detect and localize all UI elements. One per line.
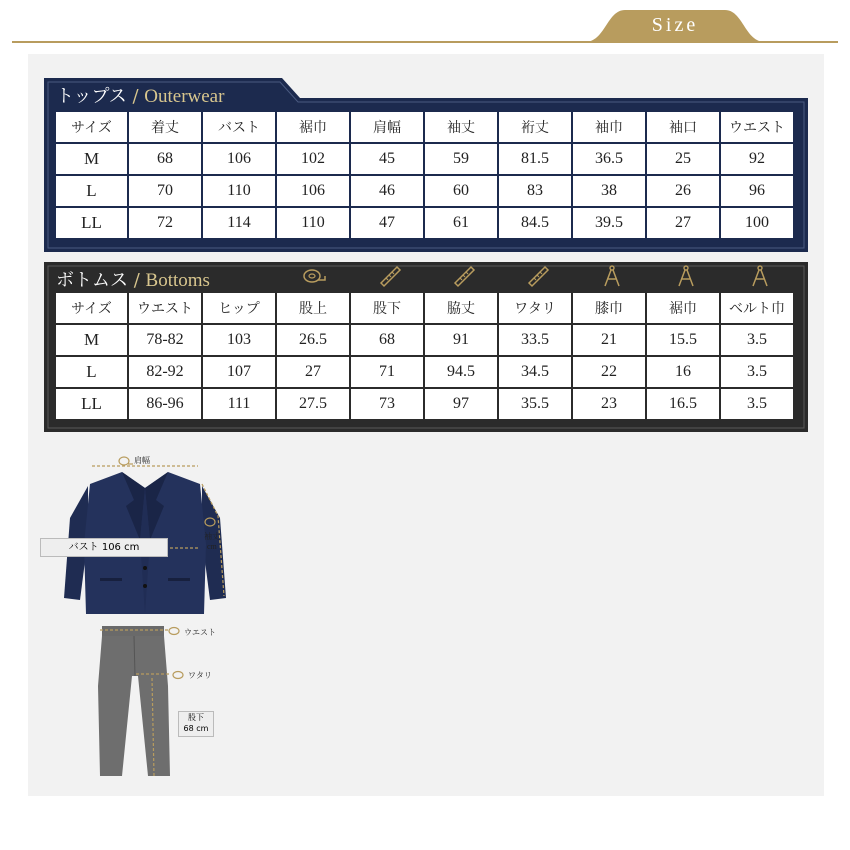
table-cell: 47 bbox=[351, 208, 423, 238]
table-cell: 68 bbox=[129, 144, 201, 174]
header-cell: 袖丈 bbox=[425, 112, 497, 142]
bottoms-title-sep: / bbox=[128, 270, 146, 291]
table-cell: 103 bbox=[203, 325, 275, 355]
header-cell: サイズ bbox=[56, 112, 127, 142]
table-cell: 92 bbox=[721, 144, 793, 174]
table-cell: 106 bbox=[277, 176, 349, 206]
table-cell: 39.5 bbox=[573, 208, 645, 238]
table-cell: 27.5 bbox=[277, 389, 349, 419]
table-cell: 107 bbox=[203, 357, 275, 387]
compass-icon bbox=[748, 264, 772, 288]
size-cell: LL bbox=[56, 208, 127, 238]
table-row bbox=[56, 144, 793, 174]
shoulder-label: 肩幅 bbox=[134, 456, 150, 465]
size-cell: L bbox=[56, 176, 127, 206]
waist-label: ウエスト bbox=[184, 628, 216, 637]
table-cell: 86-96 bbox=[129, 389, 201, 419]
inseam-callout bbox=[178, 711, 214, 737]
header-cell: 肩幅 bbox=[351, 112, 423, 142]
table-cell: 97 bbox=[425, 389, 497, 419]
table-row bbox=[56, 325, 793, 355]
table-cell: 25 bbox=[647, 144, 719, 174]
table-row bbox=[56, 357, 793, 387]
table-cell: 73 bbox=[351, 389, 423, 419]
outerwear-title-sep: / bbox=[126, 86, 145, 107]
table-cell: 114 bbox=[203, 208, 275, 238]
header-cell: 裾巾 bbox=[647, 293, 719, 323]
table-cell: 35.5 bbox=[499, 389, 571, 419]
table-cell: 15.5 bbox=[647, 325, 719, 355]
header-cell: 袖巾 bbox=[573, 112, 645, 142]
header-cell: 股上 bbox=[277, 293, 349, 323]
pants-illustration bbox=[96, 626, 176, 778]
table-header-row bbox=[56, 293, 793, 323]
table-cell: 38 bbox=[573, 176, 645, 206]
bottoms-title-jp: ボトムス bbox=[56, 270, 128, 291]
size-cell: LL bbox=[56, 389, 127, 419]
table-cell: 111 bbox=[203, 389, 275, 419]
size-title: Size bbox=[651, 14, 699, 36]
bottoms-section bbox=[44, 262, 808, 432]
size-cell: M bbox=[56, 144, 127, 174]
outerwear-title bbox=[56, 82, 224, 108]
table-cell: 26 bbox=[647, 176, 719, 206]
compass-icon bbox=[674, 264, 698, 288]
table-cell: 61 bbox=[425, 208, 497, 238]
tape-measure-icon bbox=[204, 516, 218, 528]
table-cell: 96 bbox=[721, 176, 793, 206]
table-cell: 33.5 bbox=[499, 325, 571, 355]
table-cell: 60 bbox=[425, 176, 497, 206]
ruler-icon bbox=[452, 264, 476, 288]
table-cell: 21 bbox=[573, 325, 645, 355]
ruler-icon bbox=[378, 264, 402, 288]
ruler-icon bbox=[526, 264, 550, 288]
table-cell: 70 bbox=[129, 176, 201, 206]
table-cell: 68 bbox=[351, 325, 423, 355]
table-cell: 81.5 bbox=[499, 144, 571, 174]
table-row bbox=[56, 208, 793, 238]
header-cell: ワタリ bbox=[499, 293, 571, 323]
bottoms-title-en: Bottoms bbox=[145, 270, 210, 291]
table-cell: 34.5 bbox=[499, 357, 571, 387]
table-cell: 110 bbox=[277, 208, 349, 238]
table-row bbox=[56, 389, 793, 419]
table-cell: 83 bbox=[499, 176, 571, 206]
header-cell: 膝巾 bbox=[573, 293, 645, 323]
table-cell: 3.5 bbox=[721, 325, 793, 355]
outerwear-table bbox=[54, 110, 795, 240]
table-cell: 36.5 bbox=[573, 144, 645, 174]
table-cell: 27 bbox=[277, 357, 349, 387]
table-cell: 102 bbox=[277, 144, 349, 174]
bottoms-table bbox=[54, 291, 795, 421]
table-cell: 110 bbox=[203, 176, 275, 206]
table-cell: 100 bbox=[721, 208, 793, 238]
header-cell: ヒップ bbox=[203, 293, 275, 323]
header-cell: 裾巾 bbox=[277, 112, 349, 142]
table-cell: 106 bbox=[203, 144, 275, 174]
table-cell: 84.5 bbox=[499, 208, 571, 238]
table-cell: 3.5 bbox=[721, 389, 793, 419]
outerwear-title-jp: トップス bbox=[56, 86, 127, 107]
header-cell: バスト bbox=[203, 112, 275, 142]
inseam-label: 股下 bbox=[188, 713, 204, 722]
header-cell: 袖口 bbox=[647, 112, 719, 142]
sleeve-unit: cm bbox=[207, 542, 217, 551]
header-cell: サイズ bbox=[56, 293, 127, 323]
table-cell: 3.5 bbox=[721, 357, 793, 387]
header-cell: ウエスト bbox=[129, 293, 201, 323]
inseam-value: 68 cm bbox=[183, 724, 209, 733]
header-cell: 裄丈 bbox=[499, 112, 571, 142]
size-tab bbox=[585, 8, 765, 42]
tape-measure-icon bbox=[172, 670, 186, 680]
header-cell: ウエスト bbox=[721, 112, 793, 142]
outerwear-title-en: Outerwear bbox=[144, 86, 225, 107]
table-cell: 26.5 bbox=[277, 325, 349, 355]
table-cell: 72 bbox=[129, 208, 201, 238]
size-cell: L bbox=[56, 357, 127, 387]
header-cell: 脇丈 bbox=[425, 293, 497, 323]
bust-callout bbox=[40, 538, 168, 557]
table-cell: 94.5 bbox=[425, 357, 497, 387]
sleeve-label: 袖丈 bbox=[204, 532, 220, 541]
thigh-label: ワタリ bbox=[188, 671, 212, 680]
header-cell: 着丈 bbox=[129, 112, 201, 142]
tape-measure-icon bbox=[118, 455, 134, 467]
table-cell: 78-82 bbox=[129, 325, 201, 355]
header-cell: 股下 bbox=[351, 293, 423, 323]
size-cell: M bbox=[56, 325, 127, 355]
table-cell: 71 bbox=[351, 357, 423, 387]
outerwear-section bbox=[44, 78, 808, 252]
bust-label: バスト bbox=[68, 542, 99, 553]
table-row bbox=[56, 176, 793, 206]
tape-measure-icon bbox=[302, 264, 326, 288]
header-cell: ベルト巾 bbox=[721, 293, 793, 323]
table-cell: 45 bbox=[351, 144, 423, 174]
table-cell: 46 bbox=[351, 176, 423, 206]
bottoms-title bbox=[56, 266, 210, 292]
table-cell: 59 bbox=[425, 144, 497, 174]
table-cell: 16.5 bbox=[647, 389, 719, 419]
table-cell: 16 bbox=[647, 357, 719, 387]
bust-value: 106 cm bbox=[101, 542, 140, 553]
table-header-row bbox=[56, 112, 793, 142]
table-cell: 22 bbox=[573, 357, 645, 387]
table-cell: 91 bbox=[425, 325, 497, 355]
table-cell: 82-92 bbox=[129, 357, 201, 387]
table-cell: 27 bbox=[647, 208, 719, 238]
table-cell: 23 bbox=[573, 389, 645, 419]
tape-measure-icon bbox=[168, 626, 182, 636]
compass-icon bbox=[600, 264, 624, 288]
